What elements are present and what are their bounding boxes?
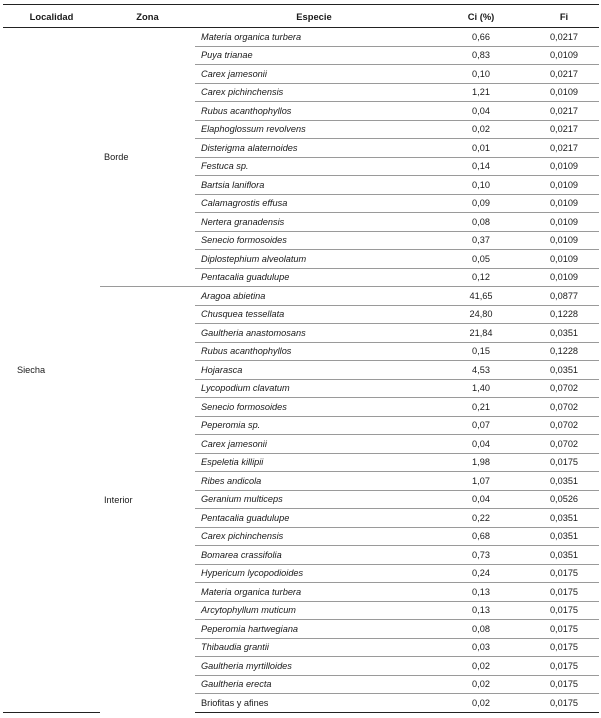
ci-cell: 0,21 (433, 398, 529, 417)
ci-cell: 0,02 (433, 120, 529, 139)
fi-cell: 0,0109 (529, 250, 599, 269)
ci-cell: 0,04 (433, 102, 529, 121)
ci-cell: 1,98 (433, 453, 529, 472)
especie-cell: Carex jamesonii (195, 435, 433, 454)
ci-cell: 0,10 (433, 176, 529, 195)
especie-cell: Festuca sp. (195, 157, 433, 176)
especie-cell: Rubus acanthophyllos (195, 102, 433, 121)
especie-cell: Thibaudia grantii (195, 638, 433, 657)
ci-cell: 0,13 (433, 601, 529, 620)
fi-cell: 0,0351 (529, 509, 599, 528)
ci-cell: 0,09 (433, 194, 529, 213)
fi-cell: 0,0702 (529, 379, 599, 398)
especie-cell: Materia organica turbera (195, 583, 433, 602)
ci-cell: 1,21 (433, 83, 529, 102)
especie-cell: Lycopodium clavatum (195, 379, 433, 398)
ci-cell: 0,08 (433, 213, 529, 232)
fi-cell: 0,0175 (529, 583, 599, 602)
localidad-cell: Siecha (3, 28, 100, 713)
especie-cell: Chusquea tessellata (195, 305, 433, 324)
fi-cell: 0,0351 (529, 472, 599, 491)
especie-cell: Carex jamesonii (195, 65, 433, 84)
ci-cell: 1,40 (433, 379, 529, 398)
ci-cell: 0,02 (433, 694, 529, 713)
especie-cell: Pentacalia guadulupe (195, 509, 433, 528)
fi-cell: 0,0175 (529, 453, 599, 472)
fi-cell: 0,0526 (529, 490, 599, 509)
ci-cell: 0,07 (433, 416, 529, 435)
fi-cell: 0,0175 (529, 694, 599, 713)
header-especie: Especie (195, 5, 433, 28)
fi-cell: 0,0175 (529, 601, 599, 620)
fi-cell: 0,0702 (529, 398, 599, 417)
ci-cell: 0,15 (433, 342, 529, 361)
ci-cell: 0,05 (433, 250, 529, 269)
especie-cell: Bartsia laniflora (195, 176, 433, 195)
ci-cell: 0,66 (433, 28, 529, 47)
header-zona: Zona (100, 5, 195, 28)
fi-cell: 0,0217 (529, 139, 599, 158)
fi-cell: 0,0702 (529, 416, 599, 435)
header-row (3, 5, 599, 28)
header-ci: Ci (%) (433, 5, 529, 28)
ci-cell: 0,22 (433, 509, 529, 528)
ci-cell: 0,01 (433, 139, 529, 158)
especie-cell: Geranium multiceps (195, 490, 433, 509)
ci-cell: 0,02 (433, 657, 529, 676)
ci-cell: 0,14 (433, 157, 529, 176)
fi-cell: 0,0109 (529, 194, 599, 213)
especie-cell: Aragoa abietina (195, 287, 433, 306)
especie-cell: Pentacalia guadulupe (195, 268, 433, 287)
especie-cell: Calamagrostis effusa (195, 194, 433, 213)
table-body (3, 28, 599, 713)
ci-cell: 1,07 (433, 472, 529, 491)
especie-cell: Senecio formosoides (195, 231, 433, 250)
ci-cell: 0,68 (433, 527, 529, 546)
fi-cell: 0,0217 (529, 28, 599, 47)
fi-cell: 0,0217 (529, 120, 599, 139)
fi-cell: 0,0109 (529, 83, 599, 102)
ci-cell: 0,04 (433, 435, 529, 454)
fi-cell: 0,0217 (529, 102, 599, 121)
zona-cell: Interior (104, 494, 133, 505)
fi-cell: 0,0109 (529, 268, 599, 287)
fi-cell: 0,0175 (529, 638, 599, 657)
ci-cell: 0,37 (433, 231, 529, 250)
fi-cell: 0,0175 (529, 657, 599, 676)
especie-cell: Hojarasca (195, 361, 433, 380)
especie-cell: Rubus acanthophyllos (195, 342, 433, 361)
ci-cell: 0,08 (433, 620, 529, 639)
ci-cell: 0,03 (433, 638, 529, 657)
especie-cell: Senecio formosoides (195, 398, 433, 417)
especie-cell: Briofitas y afines (195, 694, 433, 713)
fi-cell: 0,1228 (529, 342, 599, 361)
especie-cell: Espeletia killipii (195, 453, 433, 472)
table-row (3, 28, 599, 47)
ci-cell: 0,73 (433, 546, 529, 565)
zona-cell: Borde (100, 28, 195, 287)
especie-cell: Ribes andicola (195, 472, 433, 491)
ci-cell: 21,84 (433, 324, 529, 343)
fi-cell: 0,0109 (529, 213, 599, 232)
fi-cell: 0,0217 (529, 65, 599, 84)
ci-cell: 0,12 (433, 268, 529, 287)
ci-cell: 0,83 (433, 46, 529, 65)
fi-cell: 0,0351 (529, 527, 599, 546)
especie-cell: Diplostephium alveolatum (195, 250, 433, 269)
ci-cell: 0,02 (433, 675, 529, 694)
especie-cell: Carex pichinchensis (195, 527, 433, 546)
especie-cell: Carex pichinchensis (195, 83, 433, 102)
ci-cell: 0,04 (433, 490, 529, 509)
especie-cell: Nertera granadensis (195, 213, 433, 232)
especie-cell: Arcytophyllum muticum (195, 601, 433, 620)
especie-cell: Puya trianae (195, 46, 433, 65)
fi-cell: 0,1228 (529, 305, 599, 324)
especie-cell: Disterigma alaternoides (195, 139, 433, 158)
especie-cell: Gaultheria anastomosans (195, 324, 433, 343)
fi-cell: 0,0351 (529, 546, 599, 565)
fi-cell: 0,0351 (529, 361, 599, 380)
fi-cell: 0,0351 (529, 324, 599, 343)
ci-cell: 41,65 (433, 287, 529, 306)
header-localidad: Localidad (3, 5, 100, 28)
ci-cell: 0,13 (433, 583, 529, 602)
especie-cell: Hypericum lycopodioides (195, 564, 433, 583)
fi-cell: 0,0702 (529, 435, 599, 454)
especie-cell: Materia organica turbera (195, 28, 433, 47)
fi-cell: 0,0109 (529, 46, 599, 65)
fi-cell: 0,0109 (529, 176, 599, 195)
ci-cell: 24,80 (433, 305, 529, 324)
fi-cell: 0,0877 (529, 287, 599, 306)
ci-cell: 0,24 (433, 564, 529, 583)
header-fi: Fi (529, 5, 599, 28)
especie-cell: Gaultheria myrtilloides (195, 657, 433, 676)
fi-cell: 0,0109 (529, 157, 599, 176)
fi-cell: 0,0175 (529, 675, 599, 694)
fi-cell: 0,0109 (529, 231, 599, 250)
especie-cell: Peperomia sp. (195, 416, 433, 435)
ci-cell: 4,53 (433, 361, 529, 380)
table-header (3, 5, 599, 28)
especie-cell: Gaultheria erecta (195, 675, 433, 694)
especie-cell: Peperomia hartwegiana (195, 620, 433, 639)
ci-cell: 0,10 (433, 65, 529, 84)
especie-cell: Elaphoglossum revolvens (195, 120, 433, 139)
species-table (3, 4, 599, 713)
fi-cell: 0,0175 (529, 564, 599, 583)
fi-cell: 0,0175 (529, 620, 599, 639)
especie-cell: Bomarea crassifolia (195, 546, 433, 565)
